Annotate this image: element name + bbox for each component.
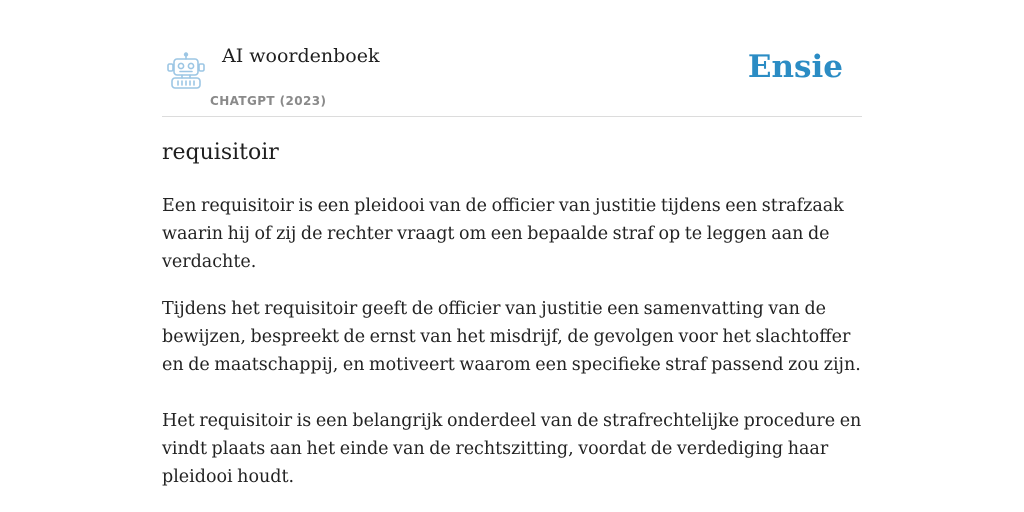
entry-card bbox=[162, 0, 862, 512]
definition-paragraph: Tijdens het requisitoir geeft de officier van justitie een samenvatting van de bewijzen, bespreekt de ernst van het misdrijf, de gevolgen voor het slachtoffer en de maatschappij, en motiveert waarom een specifieke straf passend zou zijn. bbox=[162, 299, 861, 375]
definition-paragraph: Een requisitoir is een pleidooi van de officier van justitie tijdens een strafzaak waarin hij of zij de rechter vraagt om een bepaalde straf op te leggen aan de verdachte. bbox=[162, 196, 844, 272]
brand-logo[interactable]: Ensie bbox=[747, 49, 843, 85]
entry-header bbox=[162, 0, 862, 117]
robot-icon bbox=[166, 52, 206, 90]
entry-term: requisitoir bbox=[162, 140, 279, 165]
definition-paragraph: Het requisitoir is een belangrijk onderdeel van de strafrechtelijke procedure en vindt plaats aan het einde van de rechtszitting, voordat de verdediging haar pleidooi houdt. bbox=[162, 411, 862, 487]
source-label: CHATGPT (2023) bbox=[210, 94, 327, 108]
entry-definition bbox=[162, 192, 862, 491]
dictionary-name[interactable]: AI woordenboek bbox=[222, 45, 380, 67]
